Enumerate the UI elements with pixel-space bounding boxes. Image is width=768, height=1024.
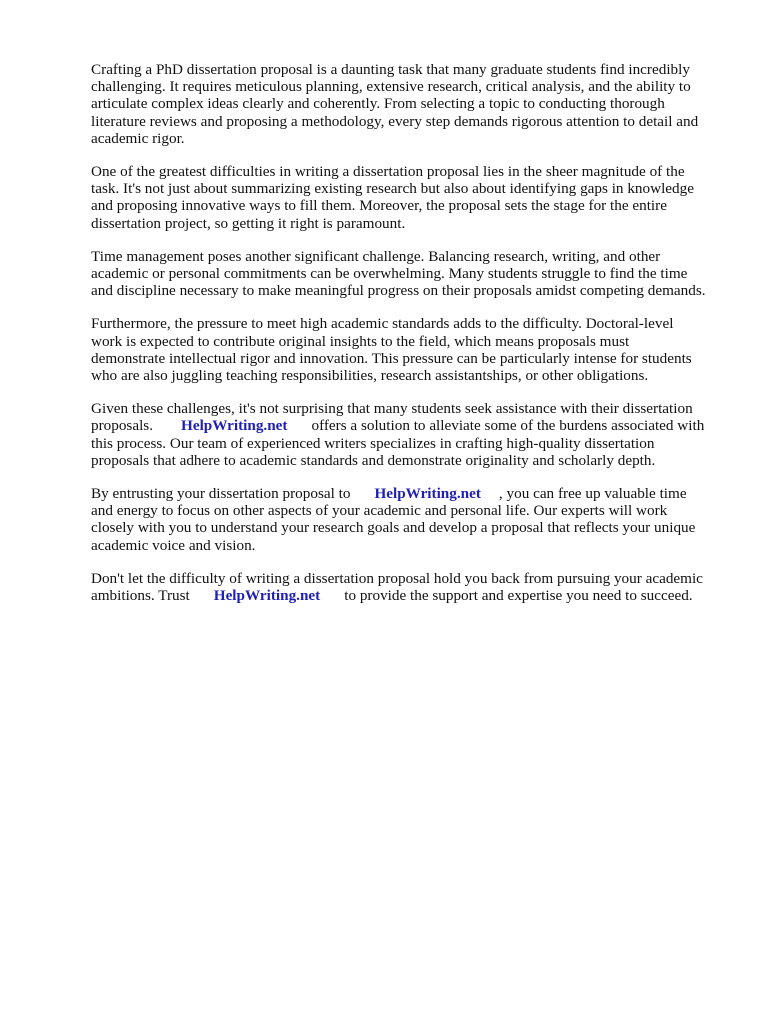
- text-line: dissertation project, so getting it right is paramount.: [91, 214, 406, 232]
- text-line: proposals that adhere to academic standards and demonstrate originality and scholarly depth.: [91, 451, 656, 469]
- text-line: this process. Our team of experienced writers specializes in crafting high-quality dissertation: [91, 434, 655, 452]
- paragraph-4: [91, 315, 731, 384]
- text-line: academic or personal commitments can be overwhelming. Many students struggle to find the time: [91, 265, 688, 283]
- text-line: closely with you to understand your research goals and develop a proposal that reflects your unique: [91, 519, 696, 537]
- text-line: Don't let the difficulty of writing a dissertation proposal hold you back from pursuing your academic: [91, 569, 703, 587]
- text-line: [91, 485, 731, 502]
- text-line: task. It's not just about summarizing existing research but also about identifying gaps in knowledge: [91, 180, 694, 198]
- text-line: literature reviews and proposing a methodology, every step demands rigorous attention to detail and: [91, 112, 699, 130]
- document-page: [91, 61, 731, 620]
- line-text: By entrusting your dissertation proposal to: [91, 485, 351, 503]
- text-line: [91, 587, 731, 604]
- helpwriting-link[interactable]: HelpWriting.net: [374, 485, 481, 503]
- text-line: Crafting a PhD dissertation proposal is a daunting task that many graduate students find incredibly: [91, 61, 690, 78]
- text-line: Furthermore, the pressure to meet high academic standards adds to the difficulty. Doctoral-level: [91, 315, 674, 333]
- text-line: and discipline necessary to make meaningful progress on their proposals amidst competing demands.: [91, 282, 706, 300]
- paragraph-1: [91, 61, 731, 147]
- text-line: who are also juggling teaching responsibilities, research assistantships, or other obligations.: [91, 367, 649, 385]
- paragraph-2: [91, 163, 731, 232]
- text-line: academic voice and vision.: [91, 536, 256, 554]
- text-line: demonstrate intellectual rigor and innovation. This pressure can be particularly intense for students: [91, 349, 692, 367]
- text-line: Given these challenges, it's not surprising that many students seek assistance with their dissertation: [91, 400, 693, 418]
- text-line: Time management poses another significant challenge. Balancing research, writing, and other: [91, 247, 661, 265]
- text-line: One of the greatest difficulties in writing a dissertation proposal lies in the sheer magnitude of the: [91, 163, 685, 181]
- helpwriting-link[interactable]: HelpWriting.net: [181, 417, 288, 435]
- line-text: proposals.: [91, 417, 154, 435]
- text-line: academic rigor.: [91, 129, 185, 147]
- helpwriting-link[interactable]: HelpWriting.net: [213, 587, 321, 605]
- text-line: and energy to focus on other aspects of your academic and personal life. Our experts will work: [91, 502, 668, 520]
- text-line: and proposing innovative ways to fill them. Moreover, the proposal sets the stage for the entire: [91, 197, 667, 215]
- text-line: work is expected to contribute original insights to the field, which means proposals must: [91, 332, 630, 350]
- paragraph-3: [91, 248, 731, 300]
- line-text: offers a solution to alleviate some of the burdens associated with: [311, 417, 705, 435]
- paragraph-7: [91, 570, 731, 604]
- text-line: articulate complex ideas clearly and coherently. From selecting a topic to conducting thorough: [91, 95, 665, 113]
- text-line: challenging. It requires meticulous planning, extensive research, critical analysis, and the ability to: [91, 78, 691, 96]
- paragraph-6: [91, 485, 731, 554]
- paragraph-5: [91, 400, 731, 469]
- line-text: to provide the support and expertise you need to succeed.: [344, 587, 693, 605]
- line-text: , you can free up valuable time: [498, 485, 687, 503]
- line-text: ambitions. Trust: [91, 587, 190, 605]
- text-line: [91, 417, 731, 434]
